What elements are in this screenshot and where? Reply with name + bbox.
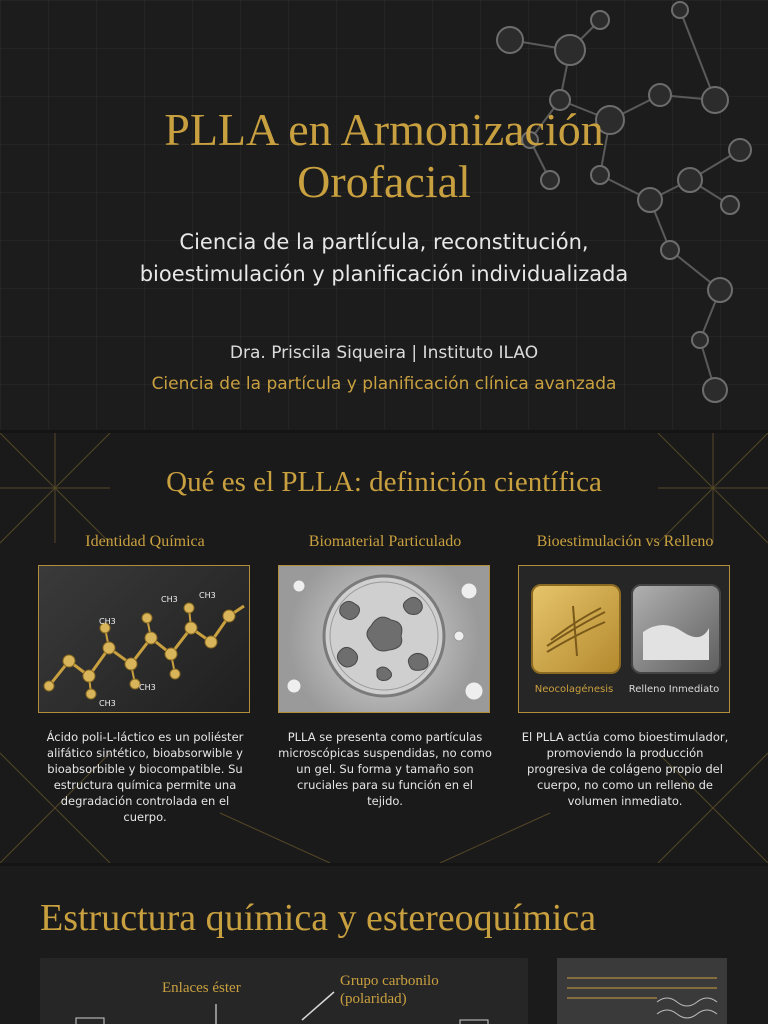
column-text: El PLLA actúa como bioestimulador, promoviendo la producción progresiva de colágeno propio del cuerpo, no como un relleno de volumen inmediato. xyxy=(521,730,729,808)
molecule-network-icon xyxy=(0,0,768,430)
polymer-structure-icon xyxy=(557,958,727,1024)
ch3-label: CH3 xyxy=(199,591,216,600)
subtitle xyxy=(0,226,768,290)
carbonyl-line-1: Grupo carbonilo xyxy=(340,973,439,989)
structure-slide xyxy=(0,866,768,1024)
chemical-structure-diagram xyxy=(40,958,528,1024)
column-heading: Bioestimulación vs Relleno xyxy=(536,533,714,550)
ester-bonds-label: Enlaces éster xyxy=(162,980,241,996)
section-title: Qué es el PLLA: definición científica xyxy=(166,466,602,498)
column-particulate-biomaterial xyxy=(278,533,492,809)
particles-image xyxy=(278,565,490,713)
column-biostimulation xyxy=(518,533,732,809)
column-heading: Biomaterial Particulado xyxy=(308,533,462,550)
ch3-label: CH3 xyxy=(139,683,156,692)
collagen-fibers-icon xyxy=(531,584,621,674)
column-heading: Identidad Química xyxy=(85,533,205,550)
ch3-label: CH3 xyxy=(161,595,178,604)
ch3-label: CH3 xyxy=(99,699,116,708)
page-title xyxy=(0,104,768,208)
column-text: Ácido poli-L-láctico es un poliéster alifático sintético, bioabsorwible y bioabsorbible y biocompatible. Su estructura química permite una degradación controlada en el cuerpo. xyxy=(46,730,244,824)
neocollagenesis-label: Neocolagénesis xyxy=(534,684,614,695)
hero-slide xyxy=(0,0,768,430)
subtitle-line-2: bioestimulación y planificación individualizada xyxy=(139,262,629,286)
particle-dish-icon xyxy=(279,566,489,712)
subtitle-line-1: Ciencia de la partlícula, reconstitución, xyxy=(179,230,589,254)
author: Dra. Priscila Siqueira | Instituto ILAO xyxy=(229,343,539,363)
carbonyl-line-2: (polaridad) xyxy=(340,991,407,1007)
column-chemical-identity xyxy=(38,533,252,825)
ch3-label: CH3 xyxy=(99,617,116,626)
tagline: Ciencia de la partícula y planificación clínica avanzada xyxy=(151,374,617,394)
definition-slide xyxy=(0,433,768,863)
title-line-1: PLLA en Armonización xyxy=(164,104,604,155)
molecule-chain-icon xyxy=(39,566,249,712)
section-title: Estructura química y estereoquímica xyxy=(40,897,597,939)
arrow-icon xyxy=(40,958,528,1024)
column-text: PLLA se presenta como partículas microscópicas suspendidas, no como un gel. Su forma y tamaño son cruciales para su función en el tejido. xyxy=(278,730,492,808)
structure-photo xyxy=(557,958,727,1024)
filler-wave-icon xyxy=(631,584,721,674)
immediate-filler-label: Relleno Inmediato xyxy=(628,684,720,695)
title-line-2: Orofacial xyxy=(297,156,471,207)
molecule-image xyxy=(38,565,250,713)
comparison-image xyxy=(518,565,730,713)
